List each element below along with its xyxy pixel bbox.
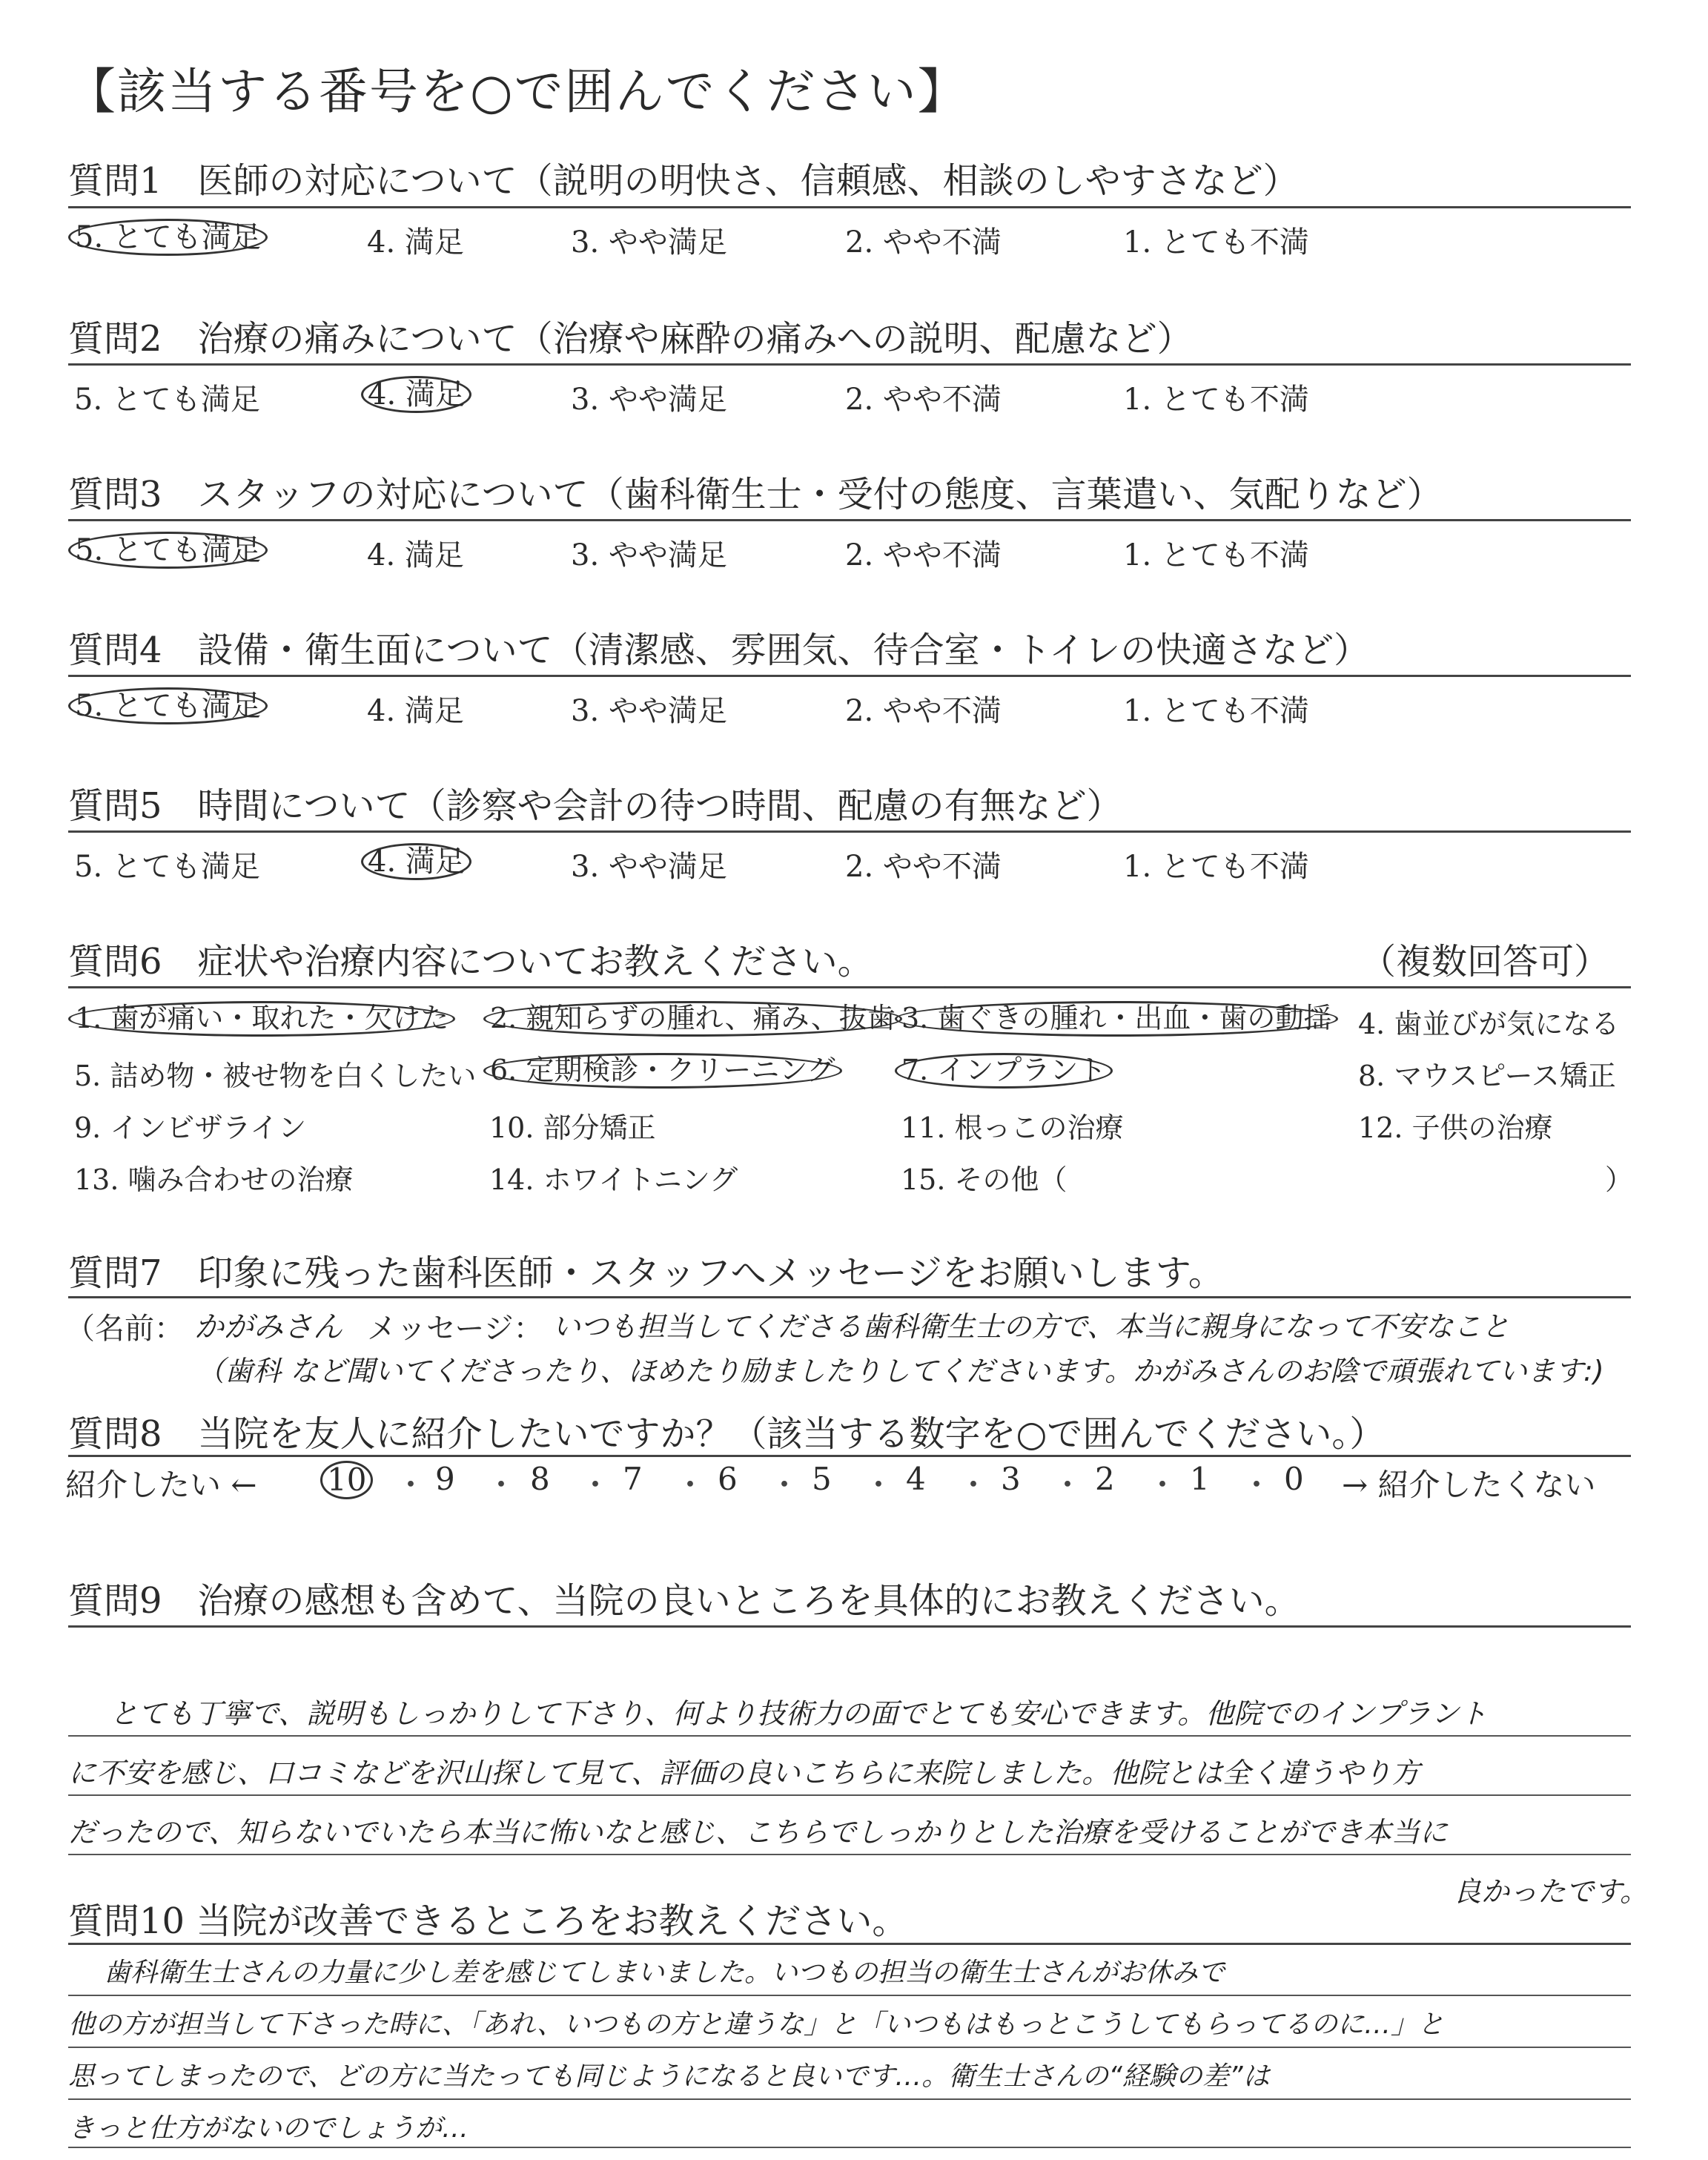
q10-line bbox=[68, 2147, 1631, 2148]
q8-number-3[interactable]: 3 bbox=[1001, 1461, 1021, 1497]
q8-left-label: 紹介したい ← bbox=[65, 1467, 257, 1503]
q6-option-4[interactable]: 4. 歯並びが気になる bbox=[1358, 1008, 1620, 1040]
q9-title: 質問9 治療の感想も含めて、当院の良いところを具体的にお教えください。 bbox=[68, 1580, 1300, 1622]
q7-message-label: メッセージ： bbox=[367, 1312, 543, 1346]
q6-note: （複数回答可） bbox=[1360, 941, 1610, 982]
q10-line bbox=[68, 1995, 1631, 1996]
q9-line bbox=[68, 1794, 1631, 1796]
q8-number-10[interactable]: 10 bbox=[326, 1461, 373, 1499]
q6-option-2[interactable]: 2. 親知らずの腫れ、痛み、抜歯 bbox=[489, 1001, 902, 1037]
q8-number-8[interactable]: 8 bbox=[530, 1461, 550, 1497]
q2-option-3[interactable]: 3. やや満足 bbox=[571, 383, 727, 417]
q4-title: 質問4 設備・衛生面について（清潔感、雰囲気、待合室・トイレの快適さなど） bbox=[68, 630, 1370, 671]
q3-rule bbox=[68, 519, 1631, 521]
q8-dot: ・ bbox=[1241, 1467, 1273, 1503]
q8-number-1[interactable]: 1 bbox=[1190, 1461, 1210, 1497]
q10-title: 質問10 当院が改善できるところをお教えください。 bbox=[68, 1900, 908, 1942]
q1-option-4[interactable]: 4. 満足 bbox=[367, 225, 464, 260]
q8-title: 質問8 当院を友人に紹介したいですか？（該当する数字を○で囲んでください。） bbox=[68, 1413, 1386, 1455]
q7-message-line-2[interactable]: （歯科 など聞いてくださったり、ほめたり励ましたりしてくださいます。かがみさんのお陰で頑張れています:) bbox=[196, 1355, 1604, 1387]
q8-dot: ・ bbox=[1052, 1467, 1084, 1503]
q10-answer-line-1[interactable]: 歯科衛生士さんの力量に少し差を感じてしまいました。いつもの担当の衛生士さんがお休みで bbox=[104, 1958, 1225, 1988]
q9-line bbox=[68, 1735, 1631, 1737]
q3-option-4[interactable]: 4. 満足 bbox=[367, 538, 464, 572]
q5-option-5[interactable]: 5. とても満足 bbox=[74, 850, 260, 884]
q6-option-6[interactable]: 6. 定期検診・クリーニング bbox=[489, 1053, 842, 1089]
q6-option-9[interactable]: 9. インビザライン bbox=[74, 1112, 307, 1144]
q8-dot: ・ bbox=[863, 1467, 895, 1503]
q6-option-3[interactable]: 3. 歯ぐきの腫れ・出血・歯の動揺 bbox=[901, 1001, 1338, 1037]
q6-option-11[interactable]: 11. 根っこの治療 bbox=[901, 1112, 1124, 1144]
q8-number-7[interactable]: 7 bbox=[623, 1461, 643, 1497]
q8-dot: ・ bbox=[958, 1467, 990, 1503]
q7-rule bbox=[68, 1296, 1631, 1298]
q8-number-6[interactable]: 6 bbox=[718, 1461, 738, 1497]
q5-option-4[interactable]: 4. 満足 bbox=[367, 843, 471, 880]
q3-option-2[interactable]: 2. やや不満 bbox=[845, 538, 1002, 572]
page-heading: 【該当する番号を○で囲んでください】 bbox=[67, 63, 968, 120]
q1-title: 質問1 医師の対応について（説明の明快さ、信頼感、相談のしやすさなど） bbox=[68, 160, 1299, 202]
q6-title: 質問6 症状や治療内容についてお教えください。 bbox=[68, 941, 873, 982]
q8-right-label: → 紹介したくない bbox=[1342, 1467, 1596, 1503]
q8-dot: ・ bbox=[1147, 1467, 1179, 1503]
q6-option-12[interactable]: 12. 子供の治療 bbox=[1358, 1112, 1553, 1144]
q8-number-0[interactable]: 0 bbox=[1284, 1461, 1304, 1497]
q10-answer-line-4[interactable]: きっと仕方がないのでしょうが… bbox=[68, 2113, 469, 2144]
q8-dot: ・ bbox=[580, 1467, 612, 1503]
q4-rule bbox=[68, 675, 1631, 677]
q6-option-13[interactable]: 13. 噛み合わせの治療 bbox=[74, 1163, 354, 1196]
q4-option-2[interactable]: 2. やや不満 bbox=[845, 694, 1002, 728]
q9-answer-line-3[interactable]: だったので、知らないでいたら本当に怖いなと感じ、こちらでしっかりとした治療を受けることができ本当に bbox=[68, 1816, 1448, 1849]
q10-line bbox=[68, 2047, 1631, 2048]
q8-number-4[interactable]: 4 bbox=[906, 1461, 926, 1497]
q4-option-5[interactable]: 5. とても満足 bbox=[74, 687, 268, 724]
q5-option-3[interactable]: 3. やや満足 bbox=[571, 850, 727, 884]
q7-title: 質問7 印象に残った歯科医師・スタッフへメッセージをお願いします。 bbox=[68, 1252, 1224, 1294]
q1-option-1[interactable]: 1. とても不満 bbox=[1123, 225, 1309, 260]
q6-option-10[interactable]: 10. 部分矯正 bbox=[489, 1112, 656, 1144]
q8-number-9[interactable]: 9 bbox=[435, 1461, 455, 1497]
q8-rule bbox=[68, 1455, 1631, 1457]
q8-dot: ・ bbox=[486, 1467, 517, 1503]
q5-title: 質問5 時間について（診察や会計の待つ時間、配慮の有無など） bbox=[68, 785, 1122, 827]
q1-option-3[interactable]: 3. やや満足 bbox=[571, 225, 727, 260]
q1-option-5[interactable]: 5. とても満足 bbox=[74, 219, 268, 256]
q6-option-15[interactable]: 15. その他（ bbox=[901, 1163, 1068, 1196]
q2-option-2[interactable]: 2. やや不満 bbox=[845, 383, 1002, 417]
q6-rule bbox=[68, 986, 1631, 988]
q8-number-5[interactable]: 5 bbox=[812, 1461, 832, 1497]
q8-dot: ・ bbox=[769, 1467, 801, 1503]
q3-option-5[interactable]: 5. とても満足 bbox=[74, 532, 268, 569]
q2-rule bbox=[68, 363, 1631, 366]
q9-rule bbox=[68, 1625, 1631, 1628]
q9-answer-line-1[interactable]: とても丁寧で、説明もしっかりして下さり、何より技術力の面でとても安心できます。他院でのインプラント bbox=[110, 1697, 1488, 1730]
q10-answer-line-2[interactable]: 他の方が担当して下さった時に、「あれ、いつもの方と違うな」と「いつもはもっとこうしてもらってるのに…」と bbox=[68, 2009, 1445, 2040]
q2-option-1[interactable]: 1. とても不満 bbox=[1123, 383, 1309, 417]
q5-option-2[interactable]: 2. やや不満 bbox=[845, 850, 1002, 884]
q5-option-1[interactable]: 1. とても不満 bbox=[1123, 850, 1309, 884]
q9-line bbox=[68, 1854, 1631, 1855]
q10-rule bbox=[68, 1943, 1631, 1945]
q10-answer-line-3[interactable]: 思ってしまったので、どの方に当たっても同じようになると良いです…。衛生士さんの“経験の差”は bbox=[68, 2061, 1270, 2092]
q7-name-label: （名前： bbox=[65, 1312, 184, 1346]
q2-option-5[interactable]: 5. とても満足 bbox=[74, 383, 260, 417]
q6-option-5[interactable]: 5. 詰め物・被せ物を白くしたい bbox=[74, 1060, 477, 1092]
q6-option-15-close: ） bbox=[1605, 1163, 1634, 1196]
q8-dot: ・ bbox=[675, 1467, 706, 1503]
q1-rule bbox=[68, 206, 1631, 208]
q4-option-3[interactable]: 3. やや満足 bbox=[571, 694, 727, 728]
q3-option-1[interactable]: 1. とても不満 bbox=[1123, 538, 1309, 572]
q9-answer-line-2[interactable]: に不安を感じ、口コミなどを沢山探して見て、評価の良いこちらに来院しました。他院とは全く違うやり方 bbox=[68, 1757, 1420, 1789]
q5-rule bbox=[68, 830, 1631, 833]
q8-number-2[interactable]: 2 bbox=[1095, 1461, 1115, 1497]
q7-name-value[interactable]: かがみさん bbox=[194, 1310, 342, 1344]
q4-option-4[interactable]: 4. 満足 bbox=[367, 694, 464, 728]
q10-line bbox=[68, 2098, 1631, 2100]
q3-option-3[interactable]: 3. やや満足 bbox=[571, 538, 727, 572]
q8-dot: ・ bbox=[395, 1467, 427, 1503]
q7-message-line-1[interactable]: いつも担当してくださる歯科衛生士の方で、本当に親身になって不安なこと bbox=[552, 1310, 1510, 1343]
q6-option-1[interactable]: 1. 歯が痛い・取れた・欠けた bbox=[74, 1001, 455, 1037]
q4-option-1[interactable]: 1. とても不満 bbox=[1123, 694, 1309, 728]
q2-title: 質問2 治療の痛みについて（治療や麻酔の痛みへの説明、配慮など） bbox=[68, 318, 1193, 360]
q3-title: 質問3 スタッフの対応について（歯科衛生士・受付の態度、言葉遣い、気配りなど） bbox=[68, 474, 1443, 515]
q6-option-7[interactable]: 7. インプラント bbox=[901, 1053, 1113, 1089]
q1-option-2[interactable]: 2. やや不満 bbox=[845, 225, 1002, 260]
q2-option-4[interactable]: 4. 満足 bbox=[367, 376, 471, 413]
q6-option-14[interactable]: 14. ホワイトニング bbox=[489, 1163, 738, 1196]
q9-answer-line-4[interactable]: 良かったです。 bbox=[1453, 1875, 1648, 1908]
q6-option-8[interactable]: 8. マウスピース矯正 bbox=[1358, 1060, 1616, 1092]
